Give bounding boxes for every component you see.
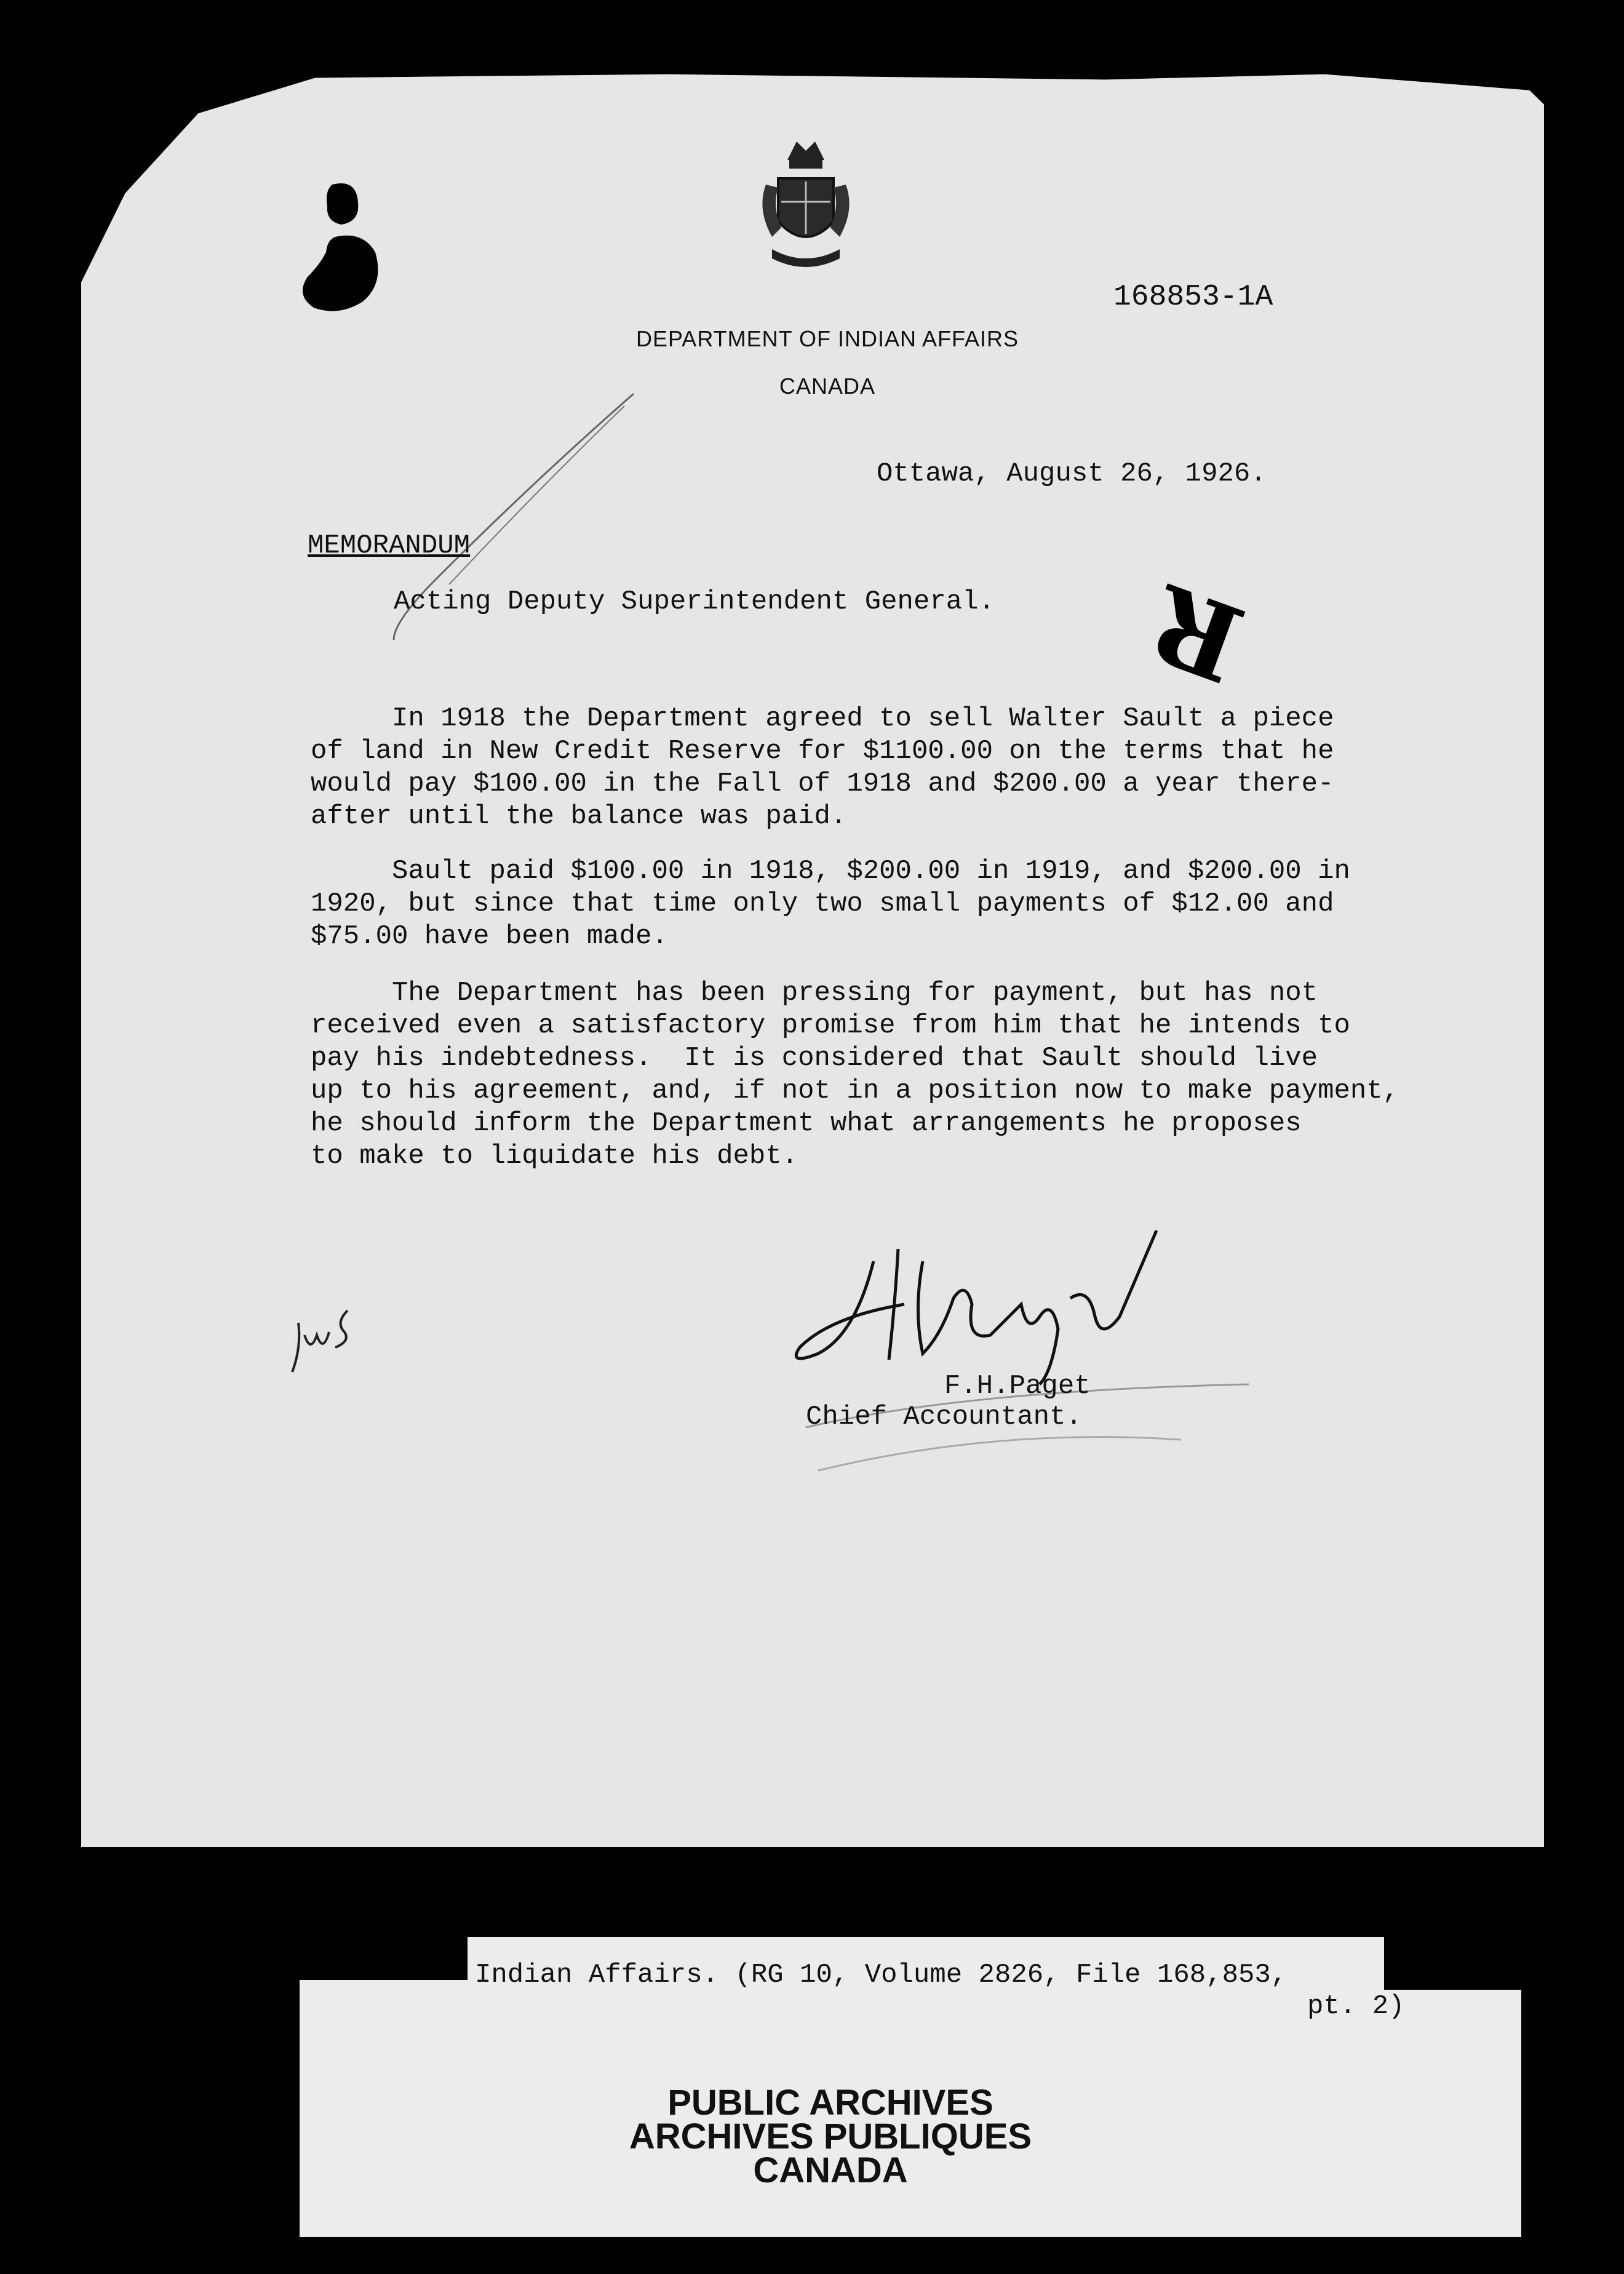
archive-name-english: PUBLIC ARCHIVES xyxy=(667,2083,993,2123)
handwritten-signature xyxy=(781,1224,1249,1501)
memo-heading: MEMORANDUM xyxy=(308,530,471,561)
archive-name-french: ARCHIVES PUBLIQUES xyxy=(629,2116,1032,2156)
archive-label-base xyxy=(300,2192,1521,2237)
received-stamp xyxy=(1134,560,1259,706)
svg-text:R: R xyxy=(1134,560,1259,706)
memo-date: Ottawa, August 26, 1926. xyxy=(877,458,1267,489)
archive-reference-part: pt. 2) xyxy=(1307,1991,1405,2022)
ink-blot xyxy=(289,178,388,320)
department-country: CANADA xyxy=(779,373,876,399)
signatory-name: F.H.Paget xyxy=(944,1371,1091,1402)
department-name: DEPARTMENT OF INDIAN AFFAIRS xyxy=(635,326,1019,351)
memo-paragraph-1: In 1918 the Department agreed to sell Walter Sault a piece of land in New Credit Reserve for $1100.00 on the terms that he would pay $100.00 in the Fall of 1918 and $200.00 a year there- after until the balance was paid. xyxy=(311,703,1334,832)
archive-country: CANADA xyxy=(753,2150,908,2190)
handwritten-initials xyxy=(286,1298,354,1378)
signatory-title: Chief Accountant. xyxy=(806,1402,1082,1432)
memo-paragraph-3: The Department has been pressing for payment, but has not received even a satisfactory promise from him that he intends to pay his indebtedness. It is considered that Sault should live up to his agreement, and, if not in a position now to make payment, he should inform the Department what arrangements he proposes to make to liquidate his debt. xyxy=(311,978,1399,1171)
coat-of-arms-icon xyxy=(754,135,858,277)
memo-addressee: Acting Deputy Superintendent General. xyxy=(394,586,995,617)
file-number: 168853-1A xyxy=(1113,281,1273,314)
memo-paragraph-2: Sault paid $100.00 in 1918, $200.00 in 1919, and $200.00 in 1920, but since that time only two small payments of $12.00 and $75.00 have been made. xyxy=(311,856,1350,952)
archive-reference: Indian Affairs. (RG 10, Volume 2826, File 168,853, xyxy=(475,1960,1288,1990)
